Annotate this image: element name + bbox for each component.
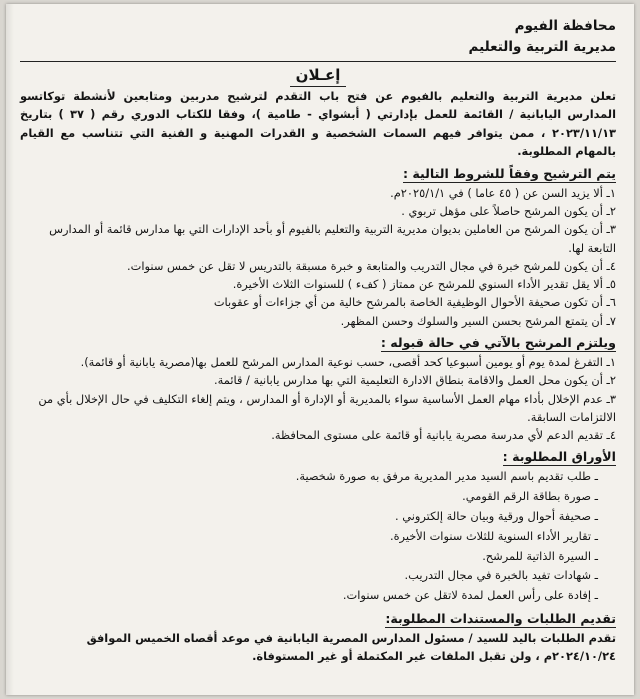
governorate-name: محافظة الفيوم — [514, 18, 616, 34]
list-item: ١ـ ألا يزيد السن عن ( ٤٥ عاما ) في ٢٠٢٥/١/١م. — [390, 185, 616, 200]
list-item: ٧ـ أن يتمتع المرشح بحسن السير والسلوك وحسن المظهر. — [340, 313, 616, 328]
documents-list — [20, 467, 616, 606]
submission-heading: تقديم الطلبات والمستندات المطلوبة: — [385, 611, 616, 627]
list-item: ٣ـ أن يكون المرشح من العاملين بديوان مديرية التربية والتعليم بالفيوم أو بأحد الإدارات التي بها مدارس قائمة أو المدارس التابعة لها. — [49, 222, 616, 255]
conditions-list — [20, 184, 616, 330]
announcement-document — [20, 16, 616, 691]
directorate-name: مديرية التربية والتعليم — [468, 39, 616, 55]
list-item: ٢ـ أن يكون المرشح حاصلاً على مؤهل تربوي . — [401, 203, 616, 218]
list-item: ـ صورة بطاقة الرقم القومي. — [462, 489, 598, 504]
list-item: ٤ـ تقديم الدعم لأي مدرسة مصرية يابانية أو قائمة على مستوى المحافظة. — [271, 428, 616, 443]
list-item: ـ السيرة الذاتية للمرشح. — [482, 548, 598, 563]
list-item: ٢ـ أن يكون محل العمل والاقامة بنطاق الادارة التعليمية التي بها مدارس يابانية / قائمة. — [214, 373, 616, 388]
list-item: ٥ـ ألا يقل تقدير الأداء السنوي للمرشح عن ممتاز ( كفء ) للسنوات الثلاث الأخيرة. — [232, 277, 616, 292]
list-item: ـ شهادات تفيد بالخبرة في مجال التدريب. — [404, 568, 598, 583]
list-item: ـ تقارير الأداء السنوية للثلاث سنوات الأخيرة. — [389, 528, 598, 543]
commitments-heading: ويلتزم المرشح بالآتي في حالة قبوله : — [380, 335, 616, 350]
list-item: ٤ـ أن يكون للمرشح خبرة في مجال التدريب والمتابعة و خبرة مسبقة بالتدريس لا تقل عن خمس سنوات. — [126, 258, 616, 273]
submission-text: تقدم الطلبات باليد للسيد / مسئول المدارس المصرية اليابانية في موعد أقصاه الخميس الموافق ٢٠٢٤/١٠/٢٤م ، ولن تقبل الملفات غير المكتملة أو غير المستوفاة. — [86, 631, 616, 664]
documents-heading: الأوراق المطلوبة : — [502, 449, 616, 465]
list-item: ٣ـ عدم الإخلال بأداء مهام العمل الأساسية سواء بالمديرية أو الإدارة أو المدارس ، ويتم إلغاء التكليف في حال الإخلال بأي من الالتزامات السابقة. — [38, 391, 616, 424]
list-item: ـ إفادة على رأس العمل لمدة لاتقل عن خمس سنوات. — [342, 588, 598, 603]
header-divider — [20, 61, 616, 62]
commitments-list — [20, 353, 616, 444]
list-item: ـ صحيفة أحوال ورقية وبيان حالة إلكتروني . — [394, 509, 598, 524]
conditions-heading: يتم الترشيح وفقاً للشروط التالية : — [402, 165, 616, 181]
announcement-title: إعـلان — [20, 64, 616, 87]
document-page — [6, 4, 634, 695]
page-edge-shadow — [6, 4, 14, 695]
list-item: ٦ـ أن تكون صحيفة الأحوال الوظيفية الخاصة بالمرشح خالية من أي جزاءات أو عقوبات — [213, 295, 616, 310]
list-item: ـ طلب تقديم باسم السيد مدير المديرية مرفق به صورة شخصية. — [295, 469, 598, 484]
announcement-intro: تعلن مديرية التربية والتعليم بالفيوم عن فتح باب التقدم لترشيح مدربين ومتابعين لأنشطة توكاتسو المدارس اليابانية / القائمة للعمل بإدارتي ( أبشواي - طامية )، وفقا للكتاب الدوري رقم ( ٣٧ ) بتاريخ ٢٠٢٣/١١/١٣ ، ممن يتوافر فيهم السمات الشخصية و القدرات المهنية و الفنية التي تتناسب مع القيام بالمهام المطلوبة. — [20, 89, 616, 159]
list-item: ١ـ التفرغ لمدة يوم أو يومين أسبوعيا كحد أقصى، حسب نوعية المدارس المرشح للعمل بها(مصرية يابانية أو قائمة). — [80, 355, 616, 369]
